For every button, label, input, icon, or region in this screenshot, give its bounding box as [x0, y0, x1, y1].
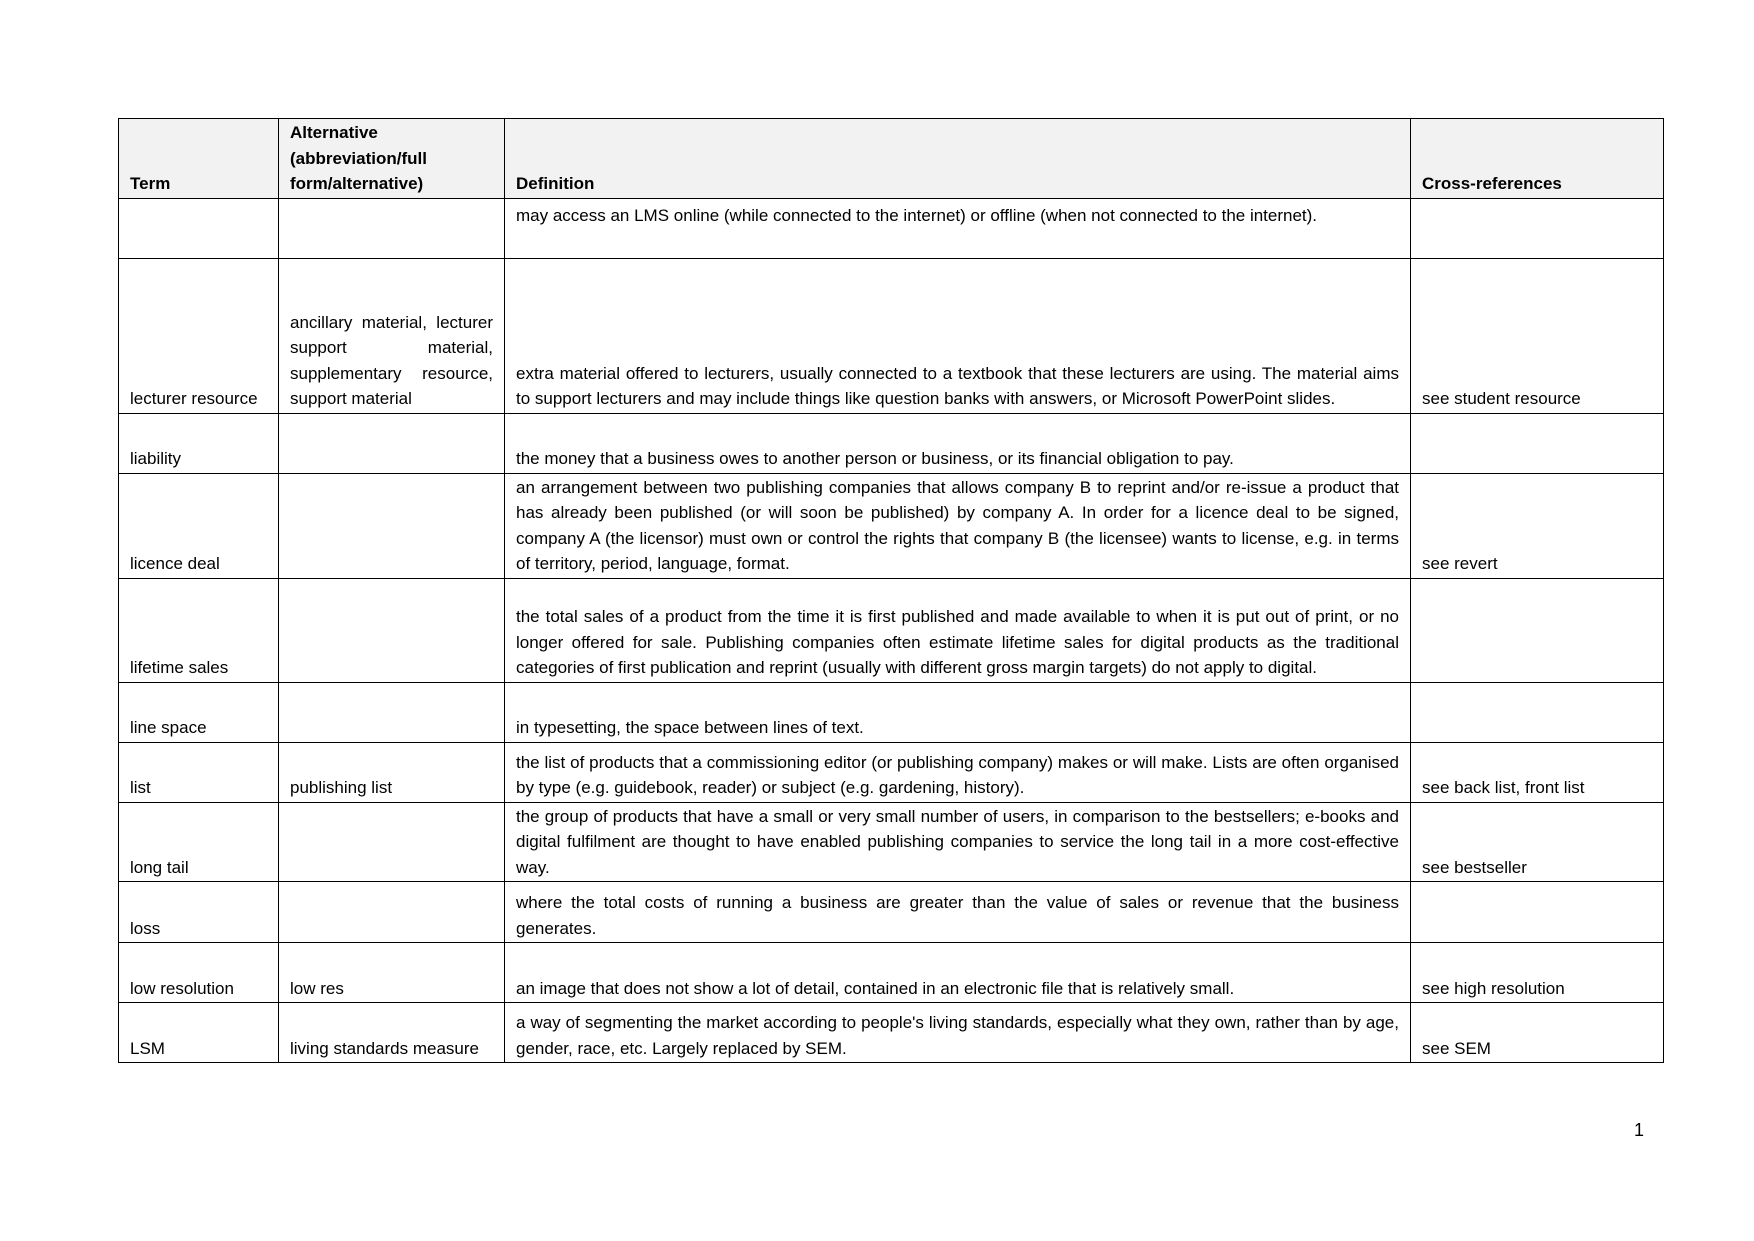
term-cell: lecturer resource — [119, 258, 279, 413]
term-cell: LSM — [119, 1003, 279, 1063]
definition-cell: the list of products that a commissioning editor (or publishing company) makes or will make. Lists are often organised by type (e.g. guidebook, reader) or subject (e.g. gardening, history). — [505, 742, 1411, 802]
alternative-cell — [279, 413, 505, 473]
alternative-cell — [279, 473, 505, 578]
header-definition: Definition — [505, 119, 1411, 199]
definition-cell: extra material offered to lecturers, usually connected to a textbook that these lecturers are using. The material aims to support lecturers and may include things like question banks with answers, or Microsoft PowerPoint slides. — [505, 258, 1411, 413]
term-cell: low resolution — [119, 943, 279, 1003]
alternative-cell: ancillary material, lecturer support material, supplementary resource, support material — [279, 258, 505, 413]
alternative-cell — [279, 682, 505, 742]
term-cell: line space — [119, 682, 279, 742]
definition-cell: in typesetting, the space between lines of text. — [505, 682, 1411, 742]
cross-reference-cell — [1411, 682, 1664, 742]
table-row — [119, 802, 1664, 882]
cross-reference-cell: see bestseller — [1411, 802, 1664, 882]
term-cell: licence deal — [119, 473, 279, 578]
cross-reference-cell: see revert — [1411, 473, 1664, 578]
cross-reference-cell: see back list, front list — [1411, 742, 1664, 802]
page-number: 1 — [1633, 1120, 1644, 1140]
term-cell: list — [119, 742, 279, 802]
header-alternative: Alternative (abbreviation/full form/alternative) — [279, 119, 505, 199]
header-term: Term — [119, 119, 279, 199]
cross-reference-cell: see SEM — [1411, 1003, 1664, 1063]
table-row — [119, 943, 1664, 1003]
alternative-cell — [279, 578, 505, 682]
cross-reference-cell: see student resource — [1411, 258, 1664, 413]
table-row — [119, 1003, 1664, 1063]
alternative-cell: living standards measure — [279, 1003, 505, 1063]
definition-cell: where the total costs of running a business are greater than the value of sales or revenue that the business generates. — [505, 882, 1411, 943]
alternative-cell — [279, 882, 505, 943]
header-cross-references: Cross-references — [1411, 119, 1664, 199]
table-row — [119, 742, 1664, 802]
term-cell: liability — [119, 413, 279, 473]
term-cell: lifetime sales — [119, 578, 279, 682]
definition-cell: may access an LMS online (while connected to the internet) or offline (when not connected to the internet). — [505, 198, 1411, 258]
alternative-cell — [279, 802, 505, 882]
definition-cell: the total sales of a product from the time it is first published and made available to when it is put out of print, or no longer offered for sale. Publishing companies often estimate lifetime sales for digital products as the traditional categories of first publication and reprint (usually with different gross margin targets) do not apply to digital. — [505, 578, 1411, 682]
term-cell: loss — [119, 882, 279, 943]
term-cell — [119, 198, 279, 258]
cross-reference-cell — [1411, 882, 1664, 943]
table-row — [119, 682, 1664, 742]
table-row — [119, 882, 1664, 943]
alternative-cell: publishing list — [279, 742, 505, 802]
table-row — [119, 578, 1664, 682]
definition-cell: an arrangement between two publishing companies that allows company B to reprint and/or re-issue a product that has already been published (or will soon be published) by company A. In order for a licence deal to be signed, company A (the licensor) must own or control the rights that company B (the licensee) wants to license, e.g. in terms of territory, period, language, format. — [505, 473, 1411, 578]
table-row — [119, 413, 1664, 473]
cross-reference-cell — [1411, 413, 1664, 473]
table-row — [119, 258, 1664, 413]
table-row — [119, 473, 1664, 578]
cross-reference-cell — [1411, 198, 1664, 258]
alternative-cell: low res — [279, 943, 505, 1003]
cross-reference-cell: see high resolution — [1411, 943, 1664, 1003]
term-cell: long tail — [119, 802, 279, 882]
definition-cell: an image that does not show a lot of detail, contained in an electronic file that is relatively small. — [505, 943, 1411, 1003]
definition-cell: the group of products that have a small or very small number of users, in comparison to the bestsellers; e-books and digital fulfilment are thought to have enabled publishing companies to service the long tail in a more cost-effective way. — [505, 802, 1411, 882]
table-header-row — [119, 119, 1664, 199]
glossary-table — [118, 118, 1664, 1063]
definition-cell: the money that a business owes to another person or business, or its financial obligation to pay. — [505, 413, 1411, 473]
table-row — [119, 198, 1664, 258]
definition-cell: a way of segmenting the market according to people's living standards, especially what they own, rather than by age, gender, race, etc. Largely replaced by SEM. — [505, 1003, 1411, 1063]
cross-reference-cell — [1411, 578, 1664, 682]
alternative-cell — [279, 198, 505, 258]
